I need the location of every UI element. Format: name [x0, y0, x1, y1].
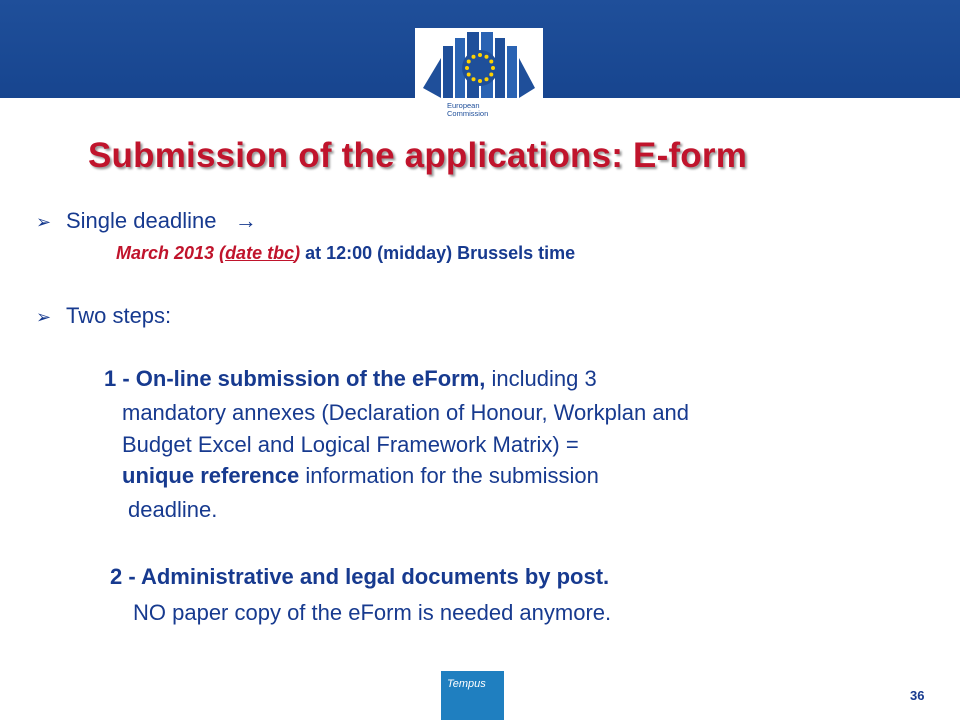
tempus-logo: Tempus: [441, 671, 504, 720]
step1-line4: unique reference information for the submission: [122, 463, 599, 488]
date-tbc: date tbc: [225, 243, 295, 263]
arrow-bullet-icon: ➢: [36, 307, 52, 327]
step1-line2: mandatory annexes (Declaration of Honour, Workplan and: [122, 400, 690, 425]
page-number: 36: [910, 688, 925, 703]
deadline-detail: March 2013 (date tbc) at 12:00 (midday) Brussels time: [116, 243, 576, 263]
bullet-label: Two steps:: [66, 303, 172, 328]
arrow-bullet-icon: ➢: [36, 212, 52, 232]
step2-line1: 2 - Administrative and legal documents by post.: [110, 564, 610, 589]
european-commission-logo: [415, 28, 543, 126]
bullet-label: Single deadline: [66, 208, 217, 233]
step2-line2: NO paper copy of the eForm is needed anymore.: [133, 600, 612, 625]
step1-line1: 1 - On-line submission of the eForm, including 3: [104, 366, 597, 391]
step1-line3: Budget Excel and Logical Framework Matrix) =: [122, 432, 579, 457]
bullet-single-deadline: [36, 208, 257, 234]
step1-line5: deadline.: [128, 497, 218, 522]
berlaymont-building-icon: [421, 28, 537, 100]
slide-title: Submission of the applications: E-form: [88, 136, 748, 175]
right-arrow-icon: →: [234, 208, 257, 233]
logo-caption: European Commission: [447, 101, 489, 118]
bullet-two-steps: [36, 303, 171, 329]
